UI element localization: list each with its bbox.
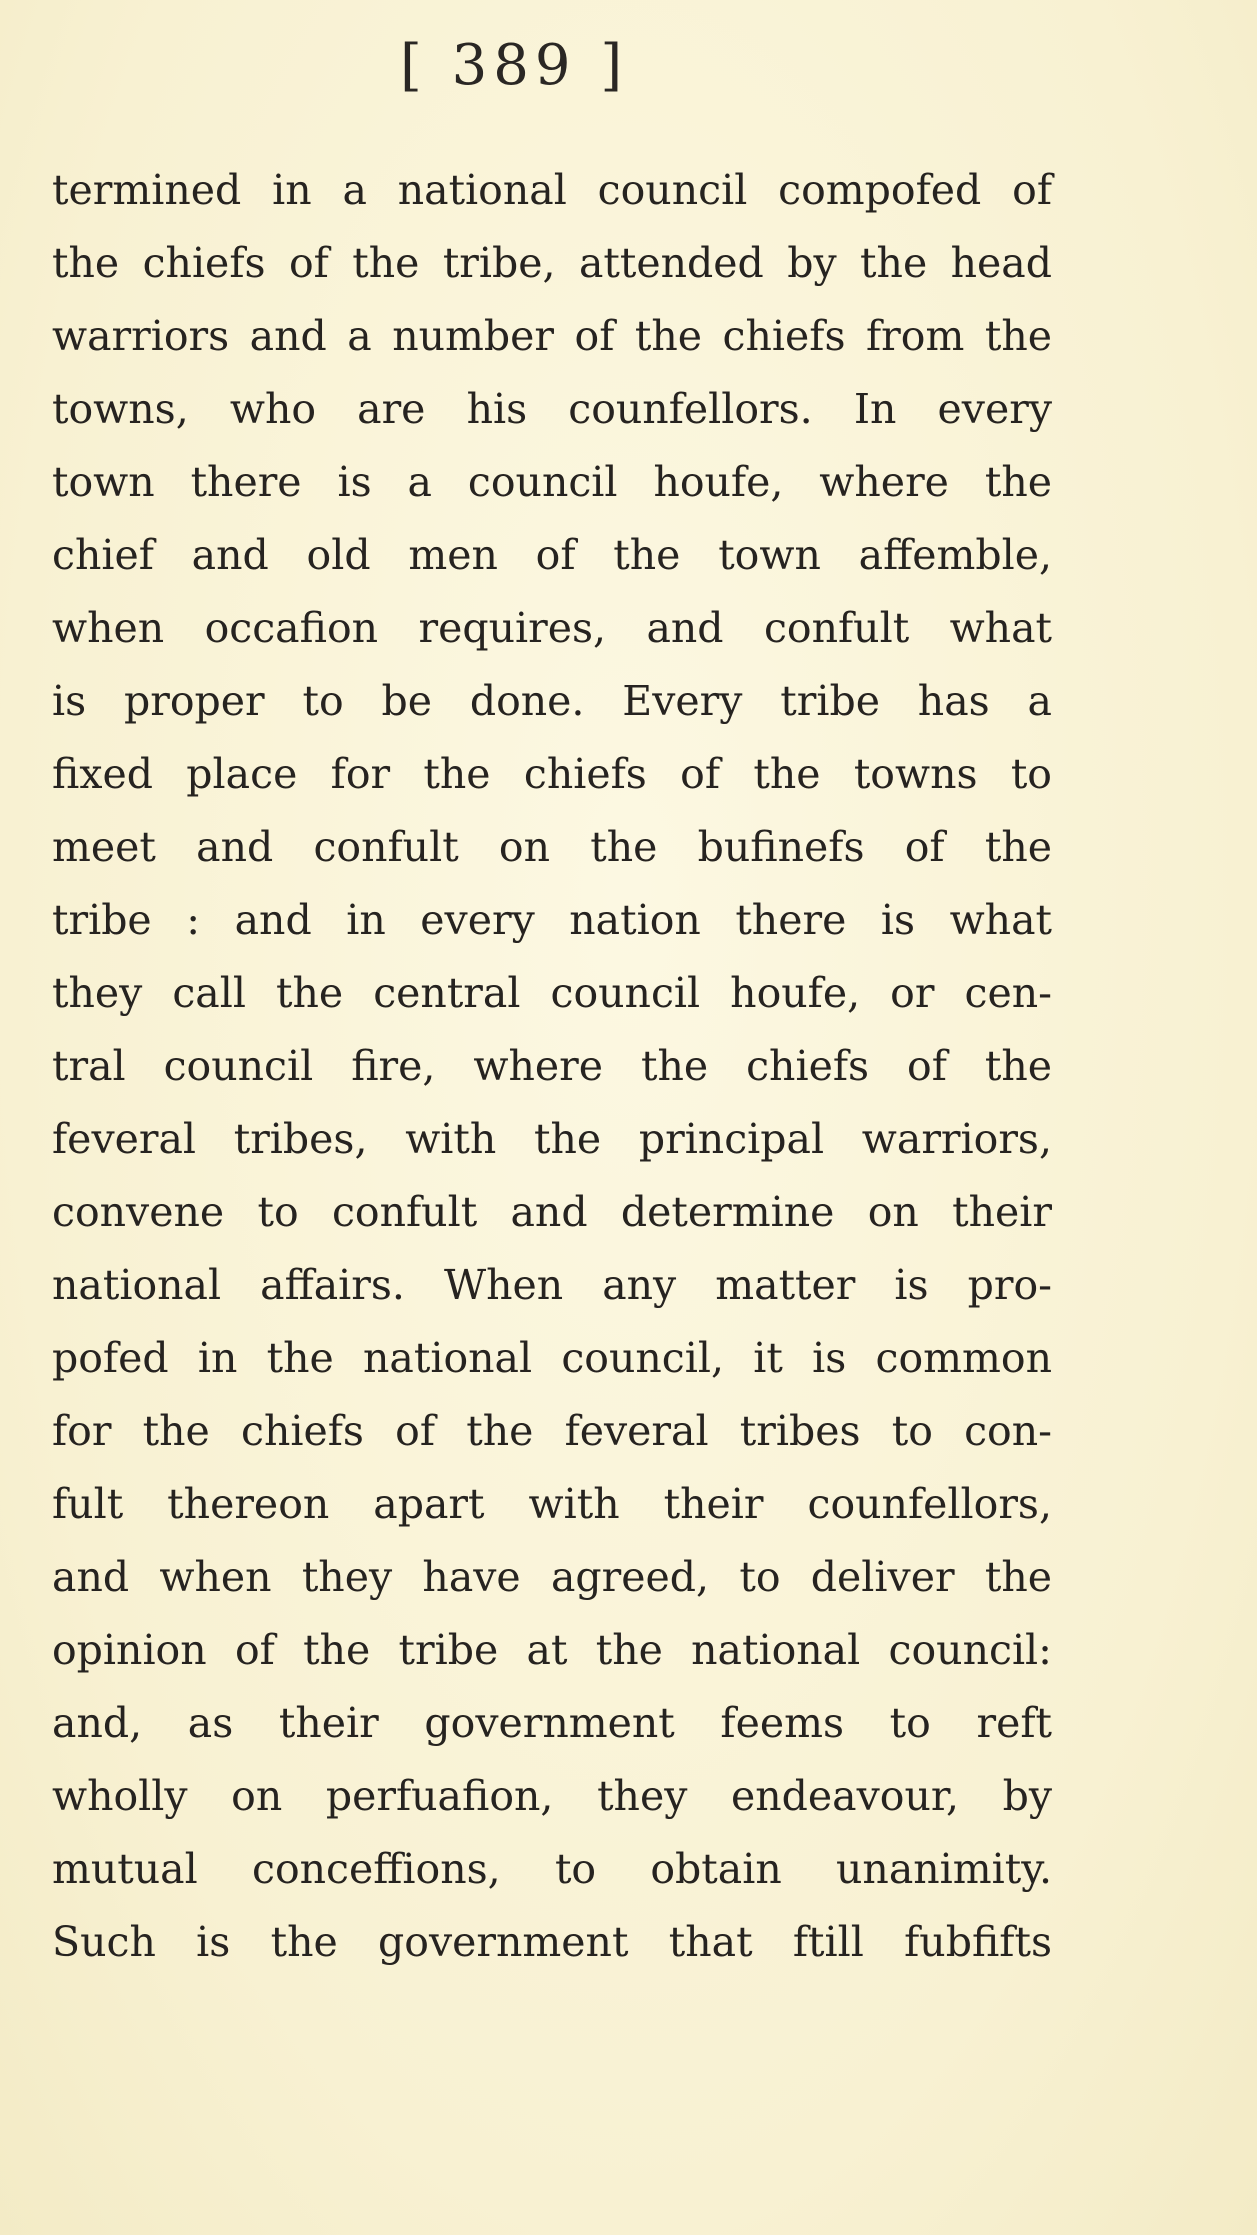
page-number: [ 389 ] [400,33,629,98]
text-line: pofed in the national council, it is common [52,1334,1052,1382]
text-line: chief and old men of the town affemble, [52,531,1052,579]
text-line: for the chiefs of the feveral tribes to con- [52,1407,1052,1455]
text-line: fixed place for the chiefs of the towns to [52,750,1052,798]
text-line: is proper to be done. Every tribe has a [52,677,1052,725]
text-line: national affairs. When any matter is pro- [52,1261,1052,1309]
text-line: tribe : and in every nation there is what [52,896,1052,944]
text-line: termined in a national council compofed of [52,166,1052,214]
text-line: and when they have agreed, to deliver the [52,1553,1052,1601]
text-line: meet and confult on the bufinefs of the [52,823,1052,871]
text-line: Such is the government that ftill fubfifts [52,1918,1052,1966]
text-line: town there is a council houfe, where the [52,458,1052,506]
text-line: when occafion requires, and confult what [52,604,1052,652]
text-line: convene to confult and determine on their [52,1188,1052,1236]
text-line: and, as their government feems to reft [52,1699,1052,1747]
body-text [52,154,1052,1979]
text-line: towns, who are his counfellors. In every [52,385,1052,433]
text-line: mutual conceffions, to obtain unanimity. [52,1845,1052,1893]
text-line: opinion of the tribe at the national council: [52,1626,1052,1674]
text-line: fult thereon apart with their counfellors, [52,1480,1052,1528]
text-line: warriors and a number of the chiefs from the [52,312,1052,360]
text-line: feveral tribes, with the principal warriors, [52,1115,1052,1163]
text-line: they call the central council houfe, or cen- [52,969,1052,1017]
text-line: the chiefs of the tribe, attended by the head [52,239,1052,287]
text-line: tral council fire, where the chiefs of the [52,1042,1052,1090]
text-line: wholly on perfuafion, they endeavour, by [52,1772,1052,1820]
